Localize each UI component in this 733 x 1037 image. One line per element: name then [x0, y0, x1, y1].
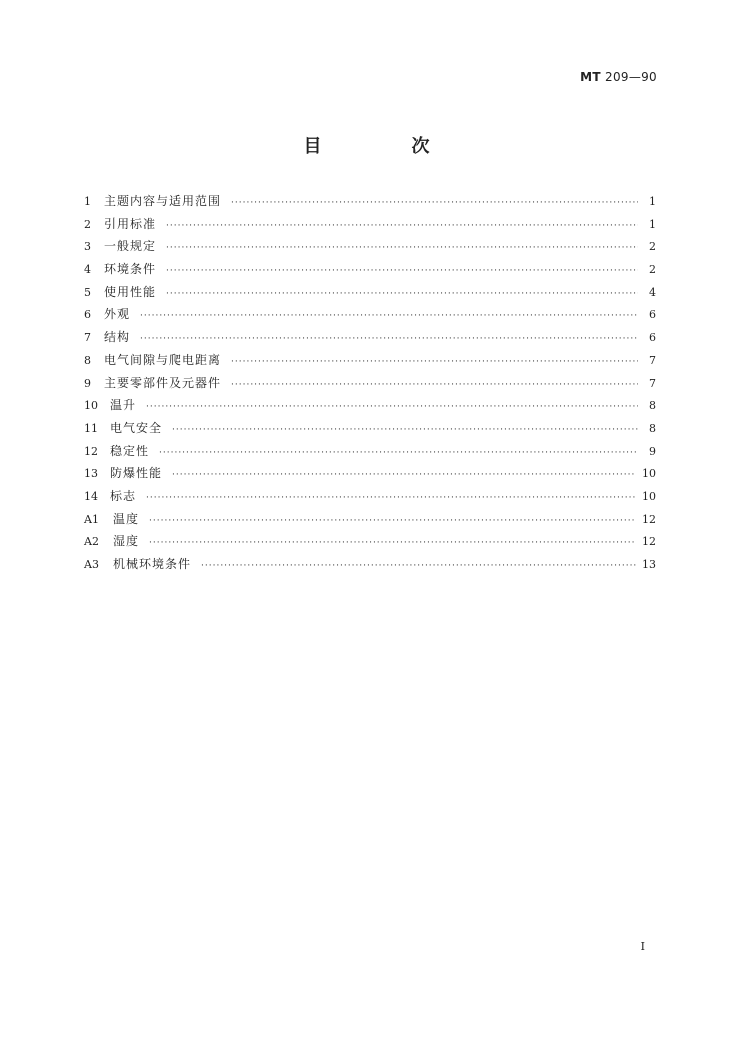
toc-entry-title: 电气间隙与爬电距离 [104, 352, 222, 367]
toc-entry[interactable] [84, 462, 656, 485]
toc-entry-page: 12 [642, 535, 656, 549]
toc-entry[interactable] [84, 235, 656, 258]
toc-list [84, 190, 656, 576]
toc-entry-number: A3 [84, 558, 99, 571]
toc-dot-leader [172, 419, 638, 442]
toc-dot-leader [172, 464, 636, 487]
toc-entry-page: 10 [642, 489, 656, 503]
toc-entry-number: 9 [84, 376, 91, 390]
toc-dot-leader [201, 555, 636, 578]
toc-entry-page: 2 [649, 240, 656, 254]
toc-entry[interactable] [84, 417, 656, 440]
toc-dot-leader [146, 396, 638, 419]
toc-dot-leader [166, 237, 638, 260]
toc-entry-page: 13 [642, 558, 656, 571]
toc-entry-number: A2 [84, 535, 99, 549]
toc-entry[interactable] [84, 394, 656, 417]
toc-entry-page: 6 [649, 331, 656, 345]
toc-entry-page: 7 [649, 353, 656, 367]
toc-entry-number: 14 [84, 489, 98, 503]
toc-entry[interactable] [84, 303, 656, 326]
toc-entry[interactable] [84, 553, 656, 576]
toc-entry-page: 6 [649, 308, 656, 322]
toc-entry[interactable] [84, 326, 656, 349]
toc-entry-title: 湿度 [113, 534, 140, 549]
toc-entry-page: 1 [649, 217, 656, 231]
toc-entry-title: 环境条件 [104, 262, 157, 277]
toc-entry[interactable] [84, 508, 656, 531]
toc-dot-leader [140, 305, 638, 328]
toc-dot-leader [149, 510, 636, 533]
toc-entry-title: 防爆性能 [110, 466, 163, 481]
toc-entry-title: 外观 [104, 307, 131, 322]
toc-entry[interactable] [84, 258, 656, 281]
toc-entry-number: A1 [84, 512, 99, 526]
toc-entry-title: 温度 [113, 511, 140, 526]
toc-entry[interactable] [84, 349, 656, 372]
toc-entry-number: 11 [84, 421, 98, 435]
toc-entry-number: 12 [84, 444, 98, 458]
standard-prefix: MT [580, 70, 601, 84]
toc-dot-leader [146, 487, 636, 510]
toc-entry-page: 10 [642, 467, 656, 481]
toc-entry-number: 10 [84, 399, 98, 413]
toc-entry-number: 4 [84, 263, 91, 277]
toc-dot-leader [166, 215, 638, 238]
toc-dot-leader [166, 283, 638, 306]
toc-entry[interactable] [84, 213, 656, 236]
toc-dot-leader [149, 532, 636, 555]
toc-entry-number: 3 [84, 240, 91, 254]
toc-dot-leader [166, 260, 638, 283]
toc-entry[interactable] [84, 530, 656, 553]
toc-dot-leader [231, 351, 638, 374]
toc-entry-number: 6 [84, 308, 91, 322]
toc-entry[interactable] [84, 190, 656, 213]
toc-entry[interactable] [84, 485, 656, 508]
toc-entry-number: 1 [84, 195, 91, 208]
toc-entry-number: 13 [84, 467, 98, 481]
toc-entry-title: 温升 [110, 398, 137, 413]
toc-entry-title: 机械环境条件 [113, 557, 192, 571]
toc-entry[interactable] [84, 281, 656, 304]
toc-entry-title: 引用标准 [104, 216, 157, 231]
toc-entry-title: 使用性能 [104, 284, 157, 299]
toc-dot-leader [231, 374, 638, 397]
toc-entry-number: 8 [84, 353, 91, 367]
toc-entry[interactable] [84, 372, 656, 395]
toc-dot-leader [159, 442, 638, 465]
toc-entry-title: 主题内容与适用范围 [104, 194, 222, 208]
toc-entry-number: 2 [84, 217, 91, 231]
toc-entry-title: 一般规定 [104, 239, 157, 254]
toc-title: 目 次 [303, 136, 466, 157]
toc-entry-number: 5 [84, 285, 91, 299]
toc-entry-number: 7 [84, 331, 91, 345]
toc-entry-page: 8 [649, 399, 656, 413]
toc-entry-page: 1 [649, 195, 656, 208]
toc-entry-title: 主要零部件及元器件 [104, 375, 222, 390]
toc-entry-page: 2 [649, 263, 656, 277]
document-code [580, 70, 657, 84]
page-number: I [640, 940, 645, 953]
toc-entry-page: 7 [649, 376, 656, 390]
toc-entry-page: 12 [642, 512, 656, 526]
toc-entry-title: 标志 [110, 488, 137, 503]
standard-number: 209—90 [605, 70, 657, 84]
toc-entry-title: 稳定性 [110, 443, 150, 458]
toc-dot-leader [231, 192, 638, 215]
toc-entry-page: 9 [649, 444, 656, 458]
toc-dot-leader [140, 328, 638, 351]
toc-entry-title: 结构 [104, 330, 131, 345]
toc-entry-page: 8 [649, 421, 656, 435]
toc-entry[interactable] [84, 440, 656, 463]
toc-entry-page: 4 [649, 285, 656, 299]
toc-entry-title: 电气安全 [110, 420, 163, 435]
